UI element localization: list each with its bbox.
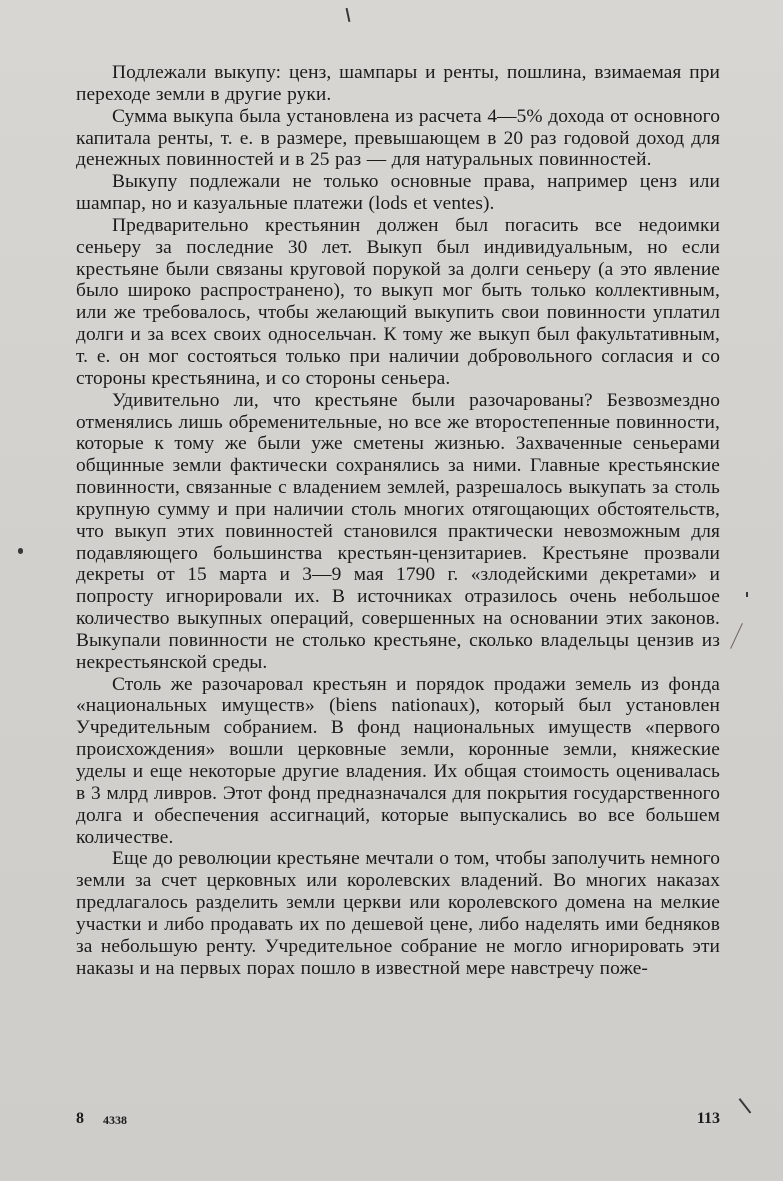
paragraph: Сумма выкупа была установлена из расчета 4—5% дохода от основного капитала ренты, т. е. в размере, превышающем в 20 раз годовой доход для денежных повинностей и в 25 раз — для натуральных повинностей. [76, 105, 720, 171]
pencil-mark [730, 623, 743, 649]
paragraph: Еще до революции крестьяне мечтали о том, чтобы заполучить немного земли за счет церковных или королевских владений. Во многих наказах предлагалось разделить земли церкви или королевского домена на мелкие участки и либо продавать их по дешевой цене, либо наделять ими бедняков за небольшую ренту. Учредительное собрание не могло игнорировать эти наказы и на первых порах пошло в известной мере навстречу поже- [76, 848, 720, 979]
scan-speck [746, 592, 748, 597]
paragraph: Предварительно крестьянин должен был погасить все недоимки сеньеру за последние 30 лет. Выкуп был индивидуальным, но если крестьяне были связаны круговой порукой за долги сеньеру (а это явление было широко распространено), то выкуп мог быть только коллективным, или же требовалось, чтобы желающий выкупить свои повинности уплатил долги и за всех своих односельчан. К тому же выкуп был факультативным, т. е. он мог состояться только при наличии добровольного согласия и со стороны крестьянина, и со стороны сеньера. [76, 214, 720, 389]
paragraph: Подлежали выкупу: ценз, шампары и ренты, пошлина, взимаемая при переходе земли в другие руки. [76, 62, 720, 105]
corner-mark [739, 1098, 751, 1113]
page-number: 113 [696, 1110, 720, 1127]
page-footer [76, 1110, 720, 1132]
paragraph: Удивительно ли, что крестьяне были разочарованы? Безвозмездно отменялись лишь обременительные, но все же второстепенные повинности, которые к тому же были уже сметены жизнью. Захваченные сеньерами общинные земли фактически сохранялись за ними. Главные крестьянские повинности, связанные с владением землей, разрешалось выкупать за столь крупную сумму и при наличии столь многих отягощающих обстоятельств, что выкуп этих повинностей становился практически невозможным для подавляющего большинства крестьян-цензитариев. Крестьяне прозвали декреты от 15 марта и 3—9 мая 1790 г. «злодейскими декретами» и попросту игнорировали их. В источниках отразилось очень небольшое количество выкупных операций, совершенных на основании этих законов. Выкупали повинности не столько крестьяне, сколько владельцы цензив из некрестьянской среды. [76, 389, 720, 673]
body-text [76, 62, 720, 979]
signature-number: 8 [76, 1110, 84, 1127]
paragraph: Выкупу подлежали не только основные права, например ценз или шампар, но и казуальные платежи (lods et ventes). [76, 171, 720, 215]
margin-speck [18, 548, 23, 554]
signature-code: 4338 [103, 1113, 127, 1127]
scan-speck [346, 8, 350, 22]
paragraph: Столь же разочаровал крестьян и порядок продажи земель из фонда «национальных имуществ» (biens nationaux), который был установлен Учредительным собранием. В фонд национальных имуществ «первого происхождения» вошли церковные земли, коронные земли, княжеские уделы и еще некоторые другие владения. Их общая стоимость оценивалась в 3 млрд ливров. Этот фонд предназначался для покрытия государственного долга и обеспечения ассигнаций, которые выпускались во все большем количестве. [76, 673, 720, 848]
